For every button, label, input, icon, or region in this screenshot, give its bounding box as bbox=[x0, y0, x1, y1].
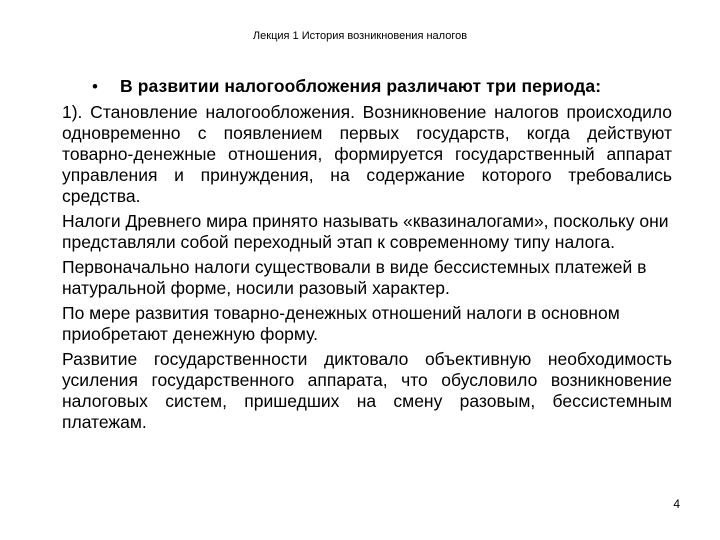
paragraph-tax-systems: Развитие государственности диктовало объективную необходимость усиления государственного аппарата, что обусловило возникновение налоговых систем, пришедших на смену разовым, бессистемным платежам. bbox=[62, 349, 672, 432]
paragraph-monetary-form: По мере развития товарно-денежных отношений налоги в основном приобретают денежную форму. bbox=[62, 303, 620, 344]
bullet-icon: • bbox=[92, 77, 98, 96]
bullet-heading: В развитии налогообложения различают три периода: bbox=[120, 76, 602, 96]
slide-header-title: Лекция 1 История возникновения налогов bbox=[252, 30, 468, 42]
paragraph-early-payments: Первоначально налоги существовали в виде бессистемных платежей в натуральной форме, носили разовый характер. bbox=[62, 257, 647, 298]
paragraph-formation: 1). Становление налогообложения. Возникновение налогов происходило одновременно с появлением первых государств, когда действуют товарно-денежные отношения, формируется государственный аппарат управления и принуждения, на содержание которого требовались средства. bbox=[62, 102, 672, 206]
paragraph-quasi-taxes: Налоги Древнего мира принято называть «квазиналогами», поскольку они представляли собой переходный этап к современному типу налога. bbox=[62, 211, 669, 252]
page-number: 4 bbox=[673, 497, 680, 511]
slide-body bbox=[62, 76, 672, 437]
bullet-item bbox=[62, 76, 672, 97]
